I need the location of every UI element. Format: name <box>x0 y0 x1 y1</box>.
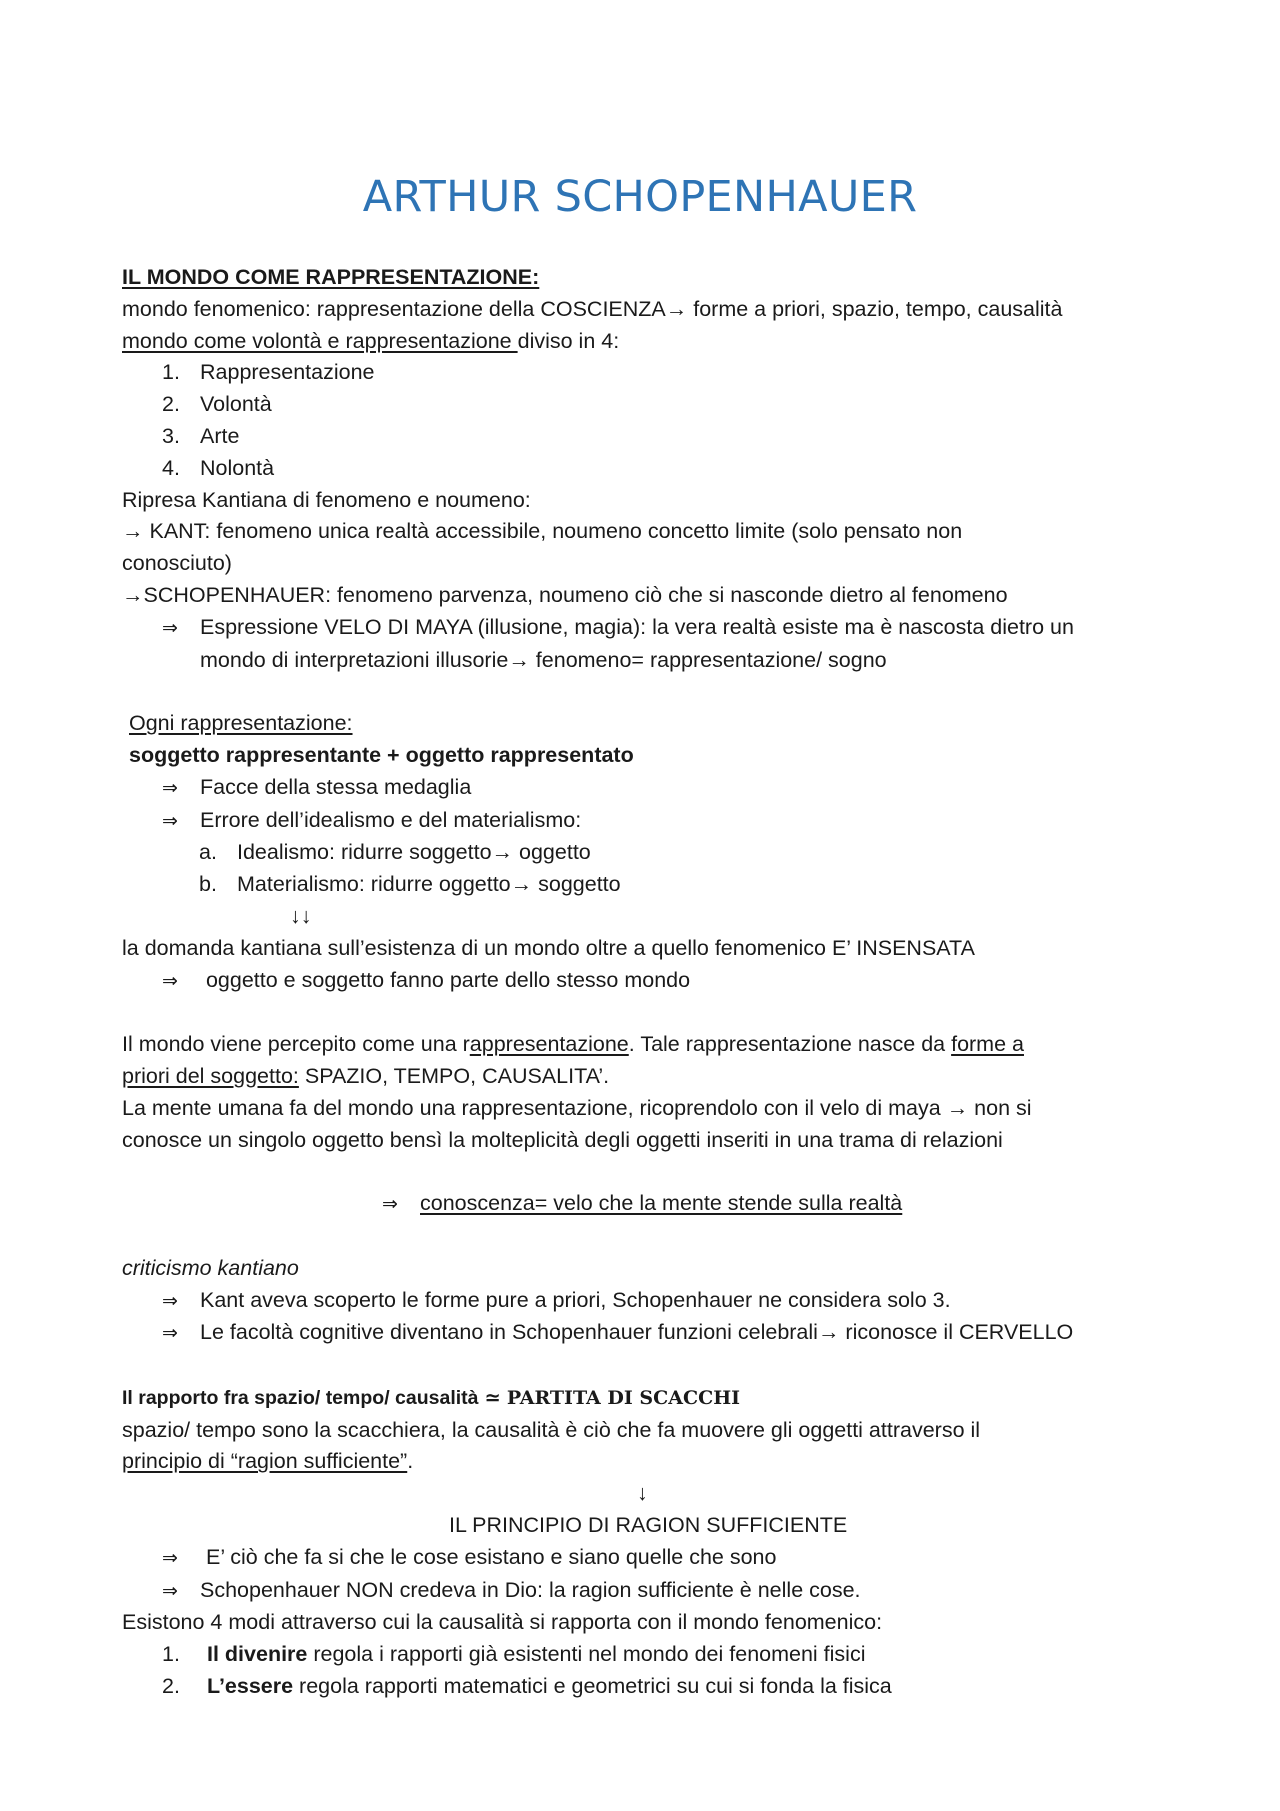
implication-item: ⇒ Facce della stessa medaglia <box>122 772 1182 805</box>
section-heading-rapporto: Il rapporto fra spazio/ tempo/ causalità ≃ PARTITA DI SCACCHI <box>122 1386 741 1409</box>
double-arrow-icon: ⇒ <box>162 1290 178 1312</box>
text-line: spazio/ tempo sono la scacchiera, la causalità è ciò che fa muovere gli oggetti attraverso il <box>122 1417 981 1442</box>
arrow-right-icon: → <box>508 647 530 672</box>
down-arrows-icon: ↓↓ <box>290 903 312 928</box>
list-item: 2. L’essere regola rapporti matematici e geometrici su cui si fonda la fisica <box>162 1674 892 1699</box>
list-item: 1. Rappresentazione <box>162 360 375 385</box>
implication-item: ⇒ Schopenhauer NON credeva in Dio: la ragion sufficiente è nelle cose. <box>122 1575 1182 1608</box>
double-arrow-icon: ⇒ <box>162 970 178 992</box>
text-line: IL PRINCIPIO DI RAGION SUFFICIENTE <box>449 1513 848 1538</box>
list-item: 1. Il divenire regola i rapporti già esistenti nel mondo dei fenomeni fisici <box>162 1642 866 1667</box>
text-line: Esistono 4 modi attraverso cui la causalità si rapporta con il mondo fenomenico: <box>122 1610 883 1635</box>
text-line: conosciuto) <box>122 551 232 576</box>
text-line: Ripresa Kantiana di fenomeno e noumeno: <box>122 487 531 512</box>
text-line: →SCHOPENHAUER: fenomeno parvenza, noumeno ciò che si nasconde dietro al fenomeno <box>122 582 1008 607</box>
text-line: La mente umana fa del mondo una rappresentazione, ricoprendolo con il velo di maya → non si <box>122 1095 1032 1120</box>
implication-item: ⇒ Le facoltà cognitive diventano in Schopenhauer funzioni celebrali→ riconosce il CERVELLO <box>122 1317 1182 1350</box>
down-arrow-icon: ↓ <box>637 1481 648 1506</box>
section-heading-mondo: IL MONDO COME RAPPRESENTAZIONE: <box>122 265 540 289</box>
text-line: → KANT: fenomeno unica realtà accessibile, noumeno concetto limite (solo pensato non <box>122 519 963 544</box>
text-line: mondo fenomenico: rappresentazione della COSCIENZA→ forme a priori, spazio, tempo, causalità <box>122 296 1063 321</box>
double-arrow-icon: ⇒ <box>162 1323 178 1345</box>
document-title: ARTHUR SCHOPENHAUER <box>362 172 918 222</box>
text-line: la domanda kantiana sull’esistenza di un mondo oltre a quello fenomenico E’ INSENSATA <box>122 935 975 960</box>
arrow-right-icon: → <box>122 582 144 607</box>
list-item: 3. Arte <box>162 423 240 448</box>
arrow-right-icon: → <box>122 519 144 544</box>
implication-item: ⇒ Errore dell’idealismo e del materialismo: <box>122 805 1182 838</box>
text-line: mondo di interpretazioni illusorie→ fenomeno= rappresentazione/ sogno <box>200 647 887 672</box>
sub-list-item: a. Idealismo: ridurre soggetto→ oggetto <box>199 840 591 865</box>
double-arrow-icon: ⇒ <box>162 777 178 799</box>
list-item: 4. Nolontà <box>162 455 275 480</box>
arrow-right-icon: → <box>491 840 514 865</box>
implication-item: ⇒ Kant aveva scoperto le forme pure a priori, Schopenhauer ne considera solo 3. <box>122 1285 1182 1318</box>
double-arrow-icon: ⇒ <box>162 1547 178 1569</box>
document-body <box>122 262 1182 1703</box>
arrow-right-icon: → <box>665 296 688 321</box>
text-line: soggetto rappresentante + oggetto rappresentato <box>129 742 634 767</box>
approx-icon: ≃ <box>484 1386 501 1409</box>
list-item: 2. Volontà <box>162 392 272 417</box>
text-line: priori del soggetto: SPAZIO, TEMPO, CAUSALITA’. <box>122 1063 610 1088</box>
section-heading-rappresentazione: Ogni rappresentazione: <box>129 711 353 736</box>
arrow-right-icon: → <box>817 1320 840 1345</box>
double-arrow-icon: ⇒ <box>382 1194 398 1216</box>
double-arrow-icon: ⇒ <box>162 617 178 639</box>
arrow-right-icon: → <box>946 1095 969 1120</box>
implication-item: ⇒ conoscenza= velo che la mente stende sulla realtà <box>122 1188 1182 1221</box>
implication-item: ⇒ E’ ciò che fa si che le cose esistano e siano quelle che sono <box>122 1542 1182 1575</box>
text-line: conosce un singolo oggetto bensì la molteplicità degli oggetti inseriti in una trama di relazioni <box>122 1127 1003 1152</box>
sub-list-item: b. Materialismo: ridurre oggetto→ soggetto <box>199 872 621 897</box>
double-arrow-icon: ⇒ <box>162 810 178 832</box>
text-line: Il mondo viene percepito come una rappresentazione. Tale rappresentazione nasce da forme a <box>122 1032 1024 1057</box>
section-heading-criticismo: criticismo kantiano <box>122 1255 299 1280</box>
implication-item: ⇒ oggetto e soggetto fanno parte dello stesso mondo <box>122 965 1182 998</box>
implication-item: ⇒ Espressione VELO DI MAYA (illusione, magia): la vera realtà esiste ma è nascosta dietro un <box>122 612 1182 645</box>
text-line: mondo come volontà e rappresentazione diviso in 4: <box>122 328 620 353</box>
double-arrow-icon: ⇒ <box>162 1580 178 1602</box>
text-line: principio di “ragion sufficiente”. <box>122 1449 414 1474</box>
arrow-right-icon: → <box>510 872 533 897</box>
